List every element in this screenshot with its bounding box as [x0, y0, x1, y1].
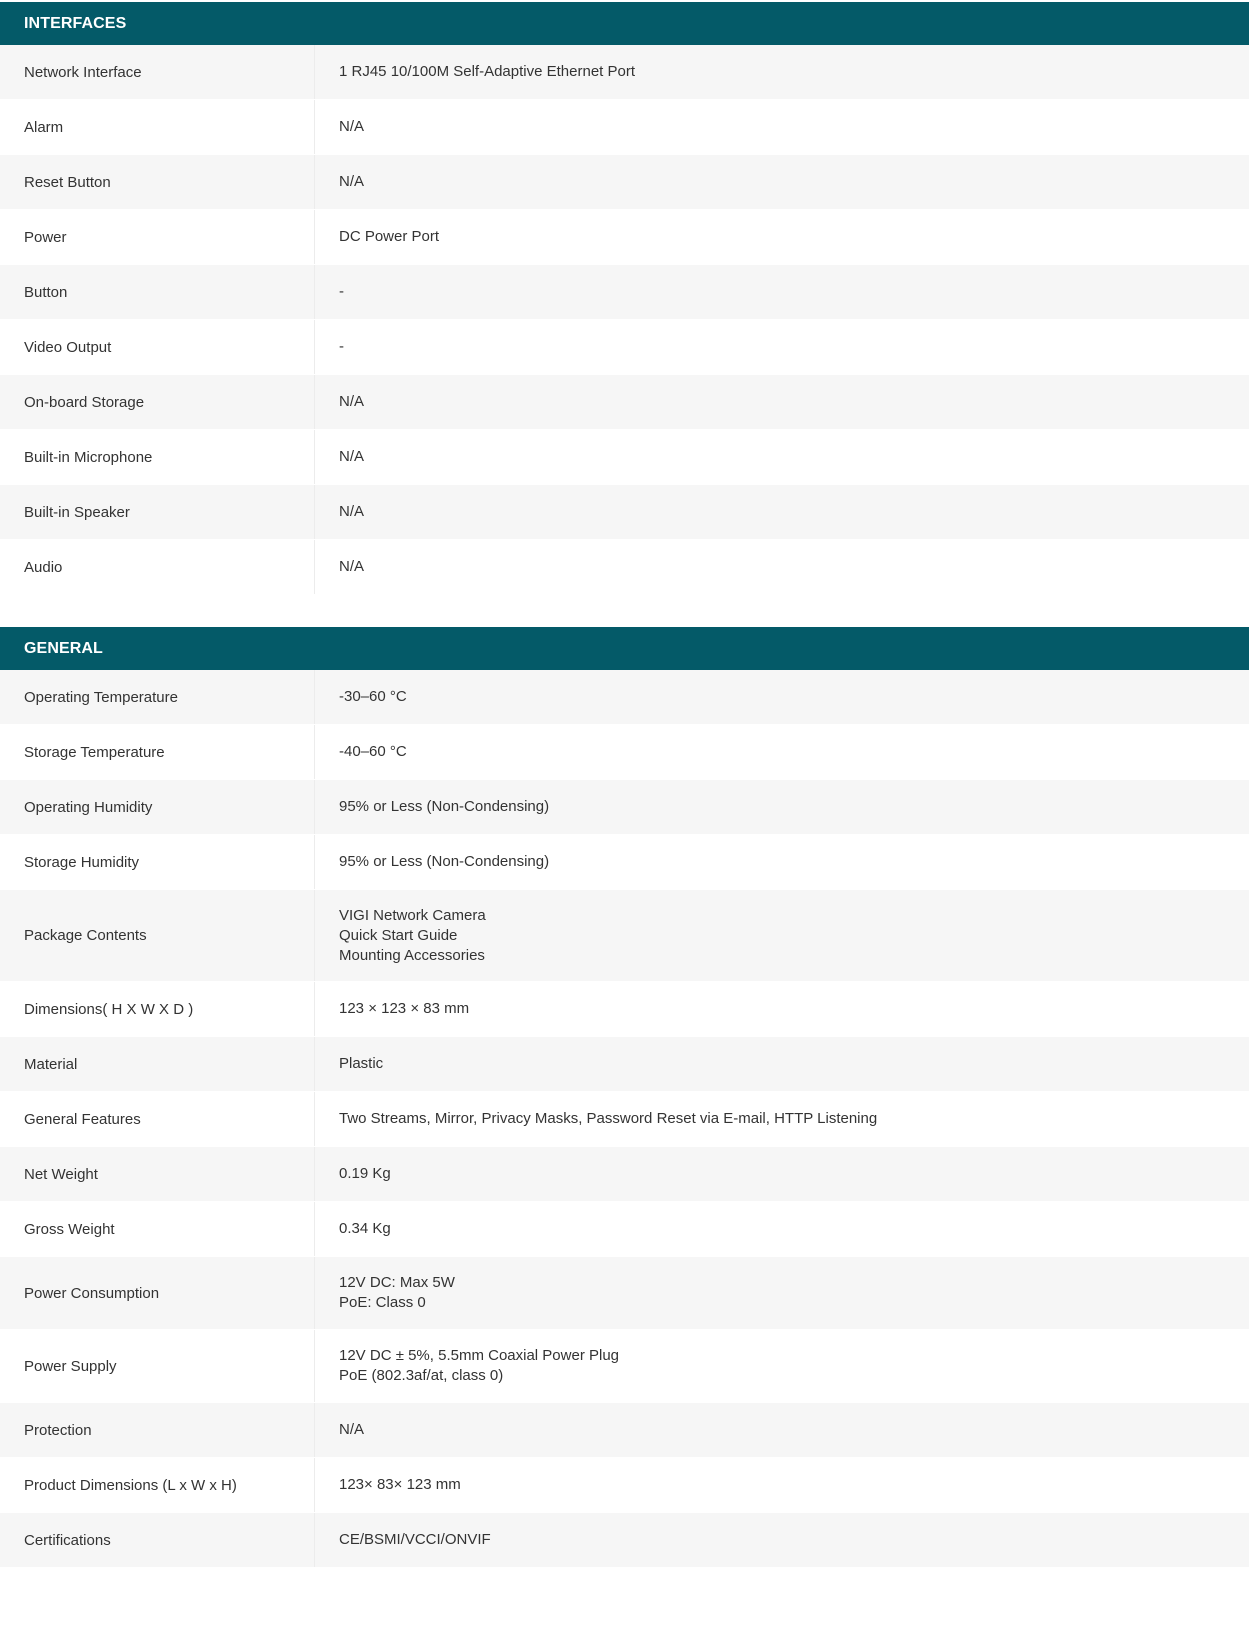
spec-value	[315, 557, 364, 577]
spec-row	[0, 430, 1249, 485]
spec-value	[315, 1109, 877, 1129]
spec-value-line: DC Power Port	[339, 228, 440, 245]
spec-value	[315, 797, 549, 817]
spec-row	[0, 45, 1249, 100]
spec-value-line: N/A	[339, 558, 365, 575]
spec-value	[315, 1219, 391, 1239]
spec-label: Power Consumption	[0, 1257, 315, 1329]
spec-row	[0, 1092, 1249, 1147]
spec-row	[0, 485, 1249, 540]
spec-row	[0, 155, 1249, 210]
interfaces-section	[0, 2, 1249, 595]
spec-row	[0, 982, 1249, 1037]
spec-value	[315, 447, 364, 467]
spec-label: Storage Humidity	[0, 835, 315, 889]
spec-value-line: N/A	[339, 448, 365, 465]
spec-value	[315, 392, 364, 412]
spec-value-line: 95% or Less (Non-Condensing)	[339, 853, 550, 870]
spec-row	[0, 1037, 1249, 1092]
spec-value-line: Mounting Accessories	[339, 946, 485, 964]
spec-value	[315, 62, 635, 82]
spec-row	[0, 210, 1249, 265]
spec-value-line: 123× 83× 123 mm	[339, 1476, 461, 1493]
spec-row	[0, 890, 1249, 982]
spec-value	[315, 227, 439, 247]
spec-label: Gross Weight	[0, 1202, 315, 1256]
spec-value-line: N/A	[339, 118, 365, 135]
spec-row	[0, 780, 1249, 835]
spec-value	[315, 502, 364, 522]
spec-value	[315, 852, 549, 872]
spec-label: Button	[0, 265, 315, 319]
spec-value-line: -	[339, 338, 344, 355]
spec-value-line: 12V DC ± 5%, 5.5mm Coaxial Power Plug	[339, 1347, 620, 1364]
spec-row	[0, 1458, 1249, 1513]
spec-value	[315, 687, 407, 707]
spec-value-line: Plastic	[339, 1055, 384, 1072]
spec-row	[0, 725, 1249, 780]
spec-row	[0, 540, 1249, 595]
spec-row	[0, 1257, 1249, 1330]
spec-row	[0, 320, 1249, 375]
spec-value	[315, 172, 364, 192]
spec-value-line: N/A	[339, 393, 365, 410]
spec-value	[315, 1054, 383, 1074]
spec-value	[315, 117, 364, 137]
spec-value	[315, 1346, 619, 1386]
spec-value-line: Quick Start Guide	[339, 926, 458, 944]
spec-value-line: -40–60 °C	[339, 743, 407, 760]
spec-label: Net Weight	[0, 1147, 315, 1201]
spec-row	[0, 1330, 1249, 1403]
spec-value-line: 12V DC: Max 5W	[339, 1274, 455, 1291]
spec-row	[0, 1147, 1249, 1202]
spec-row	[0, 375, 1249, 430]
spec-label: Package Contents	[0, 890, 315, 981]
spec-value-line: CE/BSMI/VCCI/ONVIF	[339, 1531, 491, 1548]
spec-row	[0, 835, 1249, 890]
spec-value-line: 123 × 123 × 83 mm	[339, 1000, 470, 1017]
spec-value-line: PoE (802.3af/at, class 0)	[339, 1367, 504, 1384]
spec-value-line: 95% or Less (Non-Condensing)	[339, 798, 550, 815]
spec-value-line: PoE: Class 0	[339, 1294, 426, 1311]
spec-value-line: Two Streams, Mirror, Privacy Masks, Password Reset via E-mail, HTTP Listening	[339, 1110, 878, 1127]
spec-table	[0, 670, 1249, 1568]
spec-value	[315, 1164, 391, 1184]
spec-label: Built-in Speaker	[0, 485, 315, 539]
spec-value-line: 0.34 Kg	[339, 1220, 391, 1237]
spec-label: Video Output	[0, 320, 315, 374]
spec-value	[315, 1530, 491, 1550]
spec-row	[0, 670, 1249, 725]
spec-row	[0, 1513, 1249, 1568]
spec-value	[315, 1475, 461, 1495]
spec-label: Certifications	[0, 1513, 315, 1567]
spec-value-line: N/A	[339, 173, 365, 190]
spec-value	[315, 1420, 364, 1440]
spec-value-line: VIGI Network Camera	[339, 906, 486, 924]
spec-value	[315, 1273, 455, 1313]
spec-label: Audio	[0, 540, 315, 594]
spec-value-line: N/A	[339, 503, 365, 520]
spec-value	[315, 906, 486, 966]
spec-label: Reset Button	[0, 155, 315, 209]
spec-label: Storage Temperature	[0, 725, 315, 779]
spec-value	[315, 337, 344, 357]
spec-label: Network Interface	[0, 45, 315, 99]
spec-value	[315, 742, 407, 762]
spec-table	[0, 45, 1249, 595]
spec-label: Alarm	[0, 100, 315, 154]
spec-row	[0, 100, 1249, 155]
spec-value-line: 0.19 Kg	[339, 1165, 391, 1182]
spec-label: Product Dimensions (L x W x H)	[0, 1458, 315, 1512]
spec-label: Power	[0, 210, 315, 264]
spec-label: Operating Humidity	[0, 780, 315, 834]
spec-value-line: N/A	[339, 1421, 365, 1438]
spec-label: Built-in Microphone	[0, 430, 315, 484]
spec-row	[0, 265, 1249, 320]
spec-value-line: 1 RJ45 10/100M Self-Adaptive Ethernet Port	[339, 63, 636, 80]
spec-label: Protection	[0, 1403, 315, 1457]
spec-row	[0, 1403, 1249, 1458]
spec-label: On-board Storage	[0, 375, 315, 429]
section-header: INTERFACES	[0, 2, 1249, 45]
spec-label: Material	[0, 1037, 315, 1091]
spec-label: Operating Temperature	[0, 670, 315, 724]
spec-value-line: -	[339, 283, 344, 300]
spec-value	[315, 282, 344, 302]
spec-value-line: -30–60 °C	[339, 688, 407, 705]
spec-label: General Features	[0, 1092, 315, 1146]
general-section	[0, 627, 1249, 1568]
section-header: GENERAL	[0, 627, 1249, 670]
spec-value	[315, 999, 469, 1019]
spec-label: Power Supply	[0, 1330, 315, 1402]
spec-row	[0, 1202, 1249, 1257]
spec-label: Dimensions( H X W X D )	[0, 982, 315, 1036]
